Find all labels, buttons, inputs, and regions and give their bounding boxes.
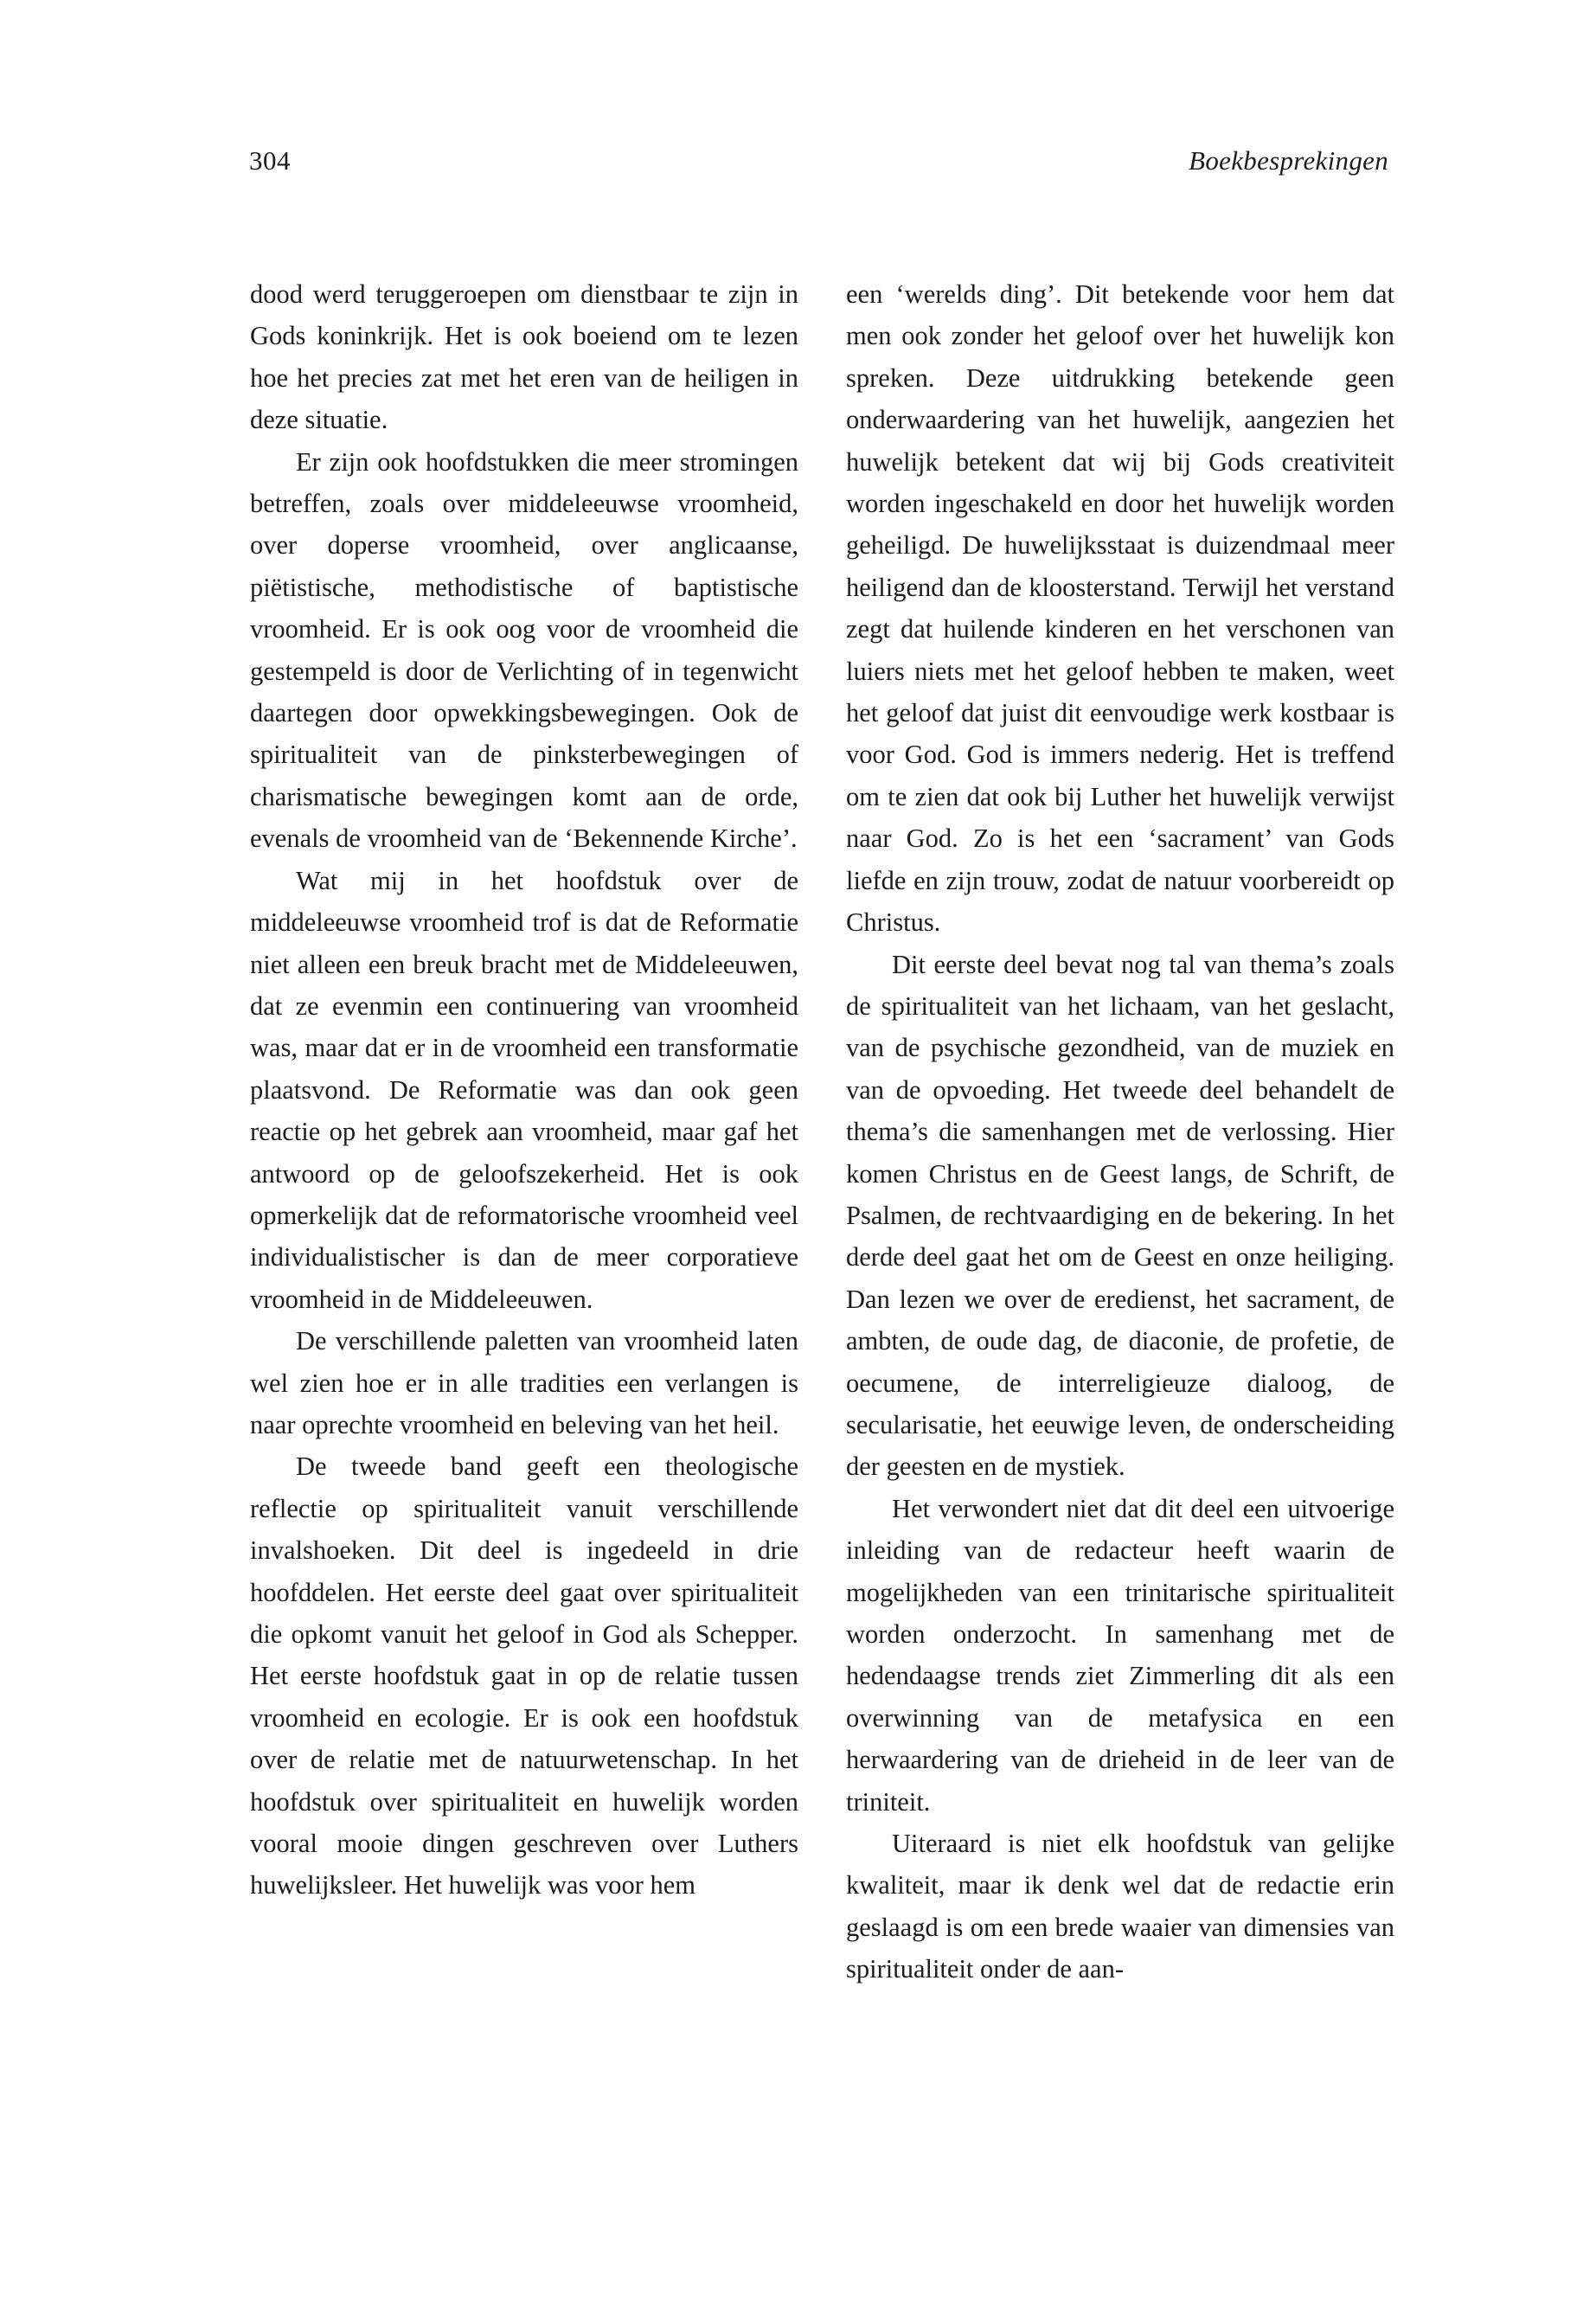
paragraph: Het verwondert niet dat dit deel een uitvoerige inleiding van de redacteur heeft waarin de mogelijkheden van een trinitarische spiritualiteit worden onderzocht. In samenhang met de hedendaagse trends ziet Zimmerling dit als een overwinning van de metafysica en een herwaardering van de drieheid in de leer van de triniteit. <box>846 1493 1394 1817</box>
paragraph-continuation: een ‘werelds ding’. Dit betekende voor hem dat men ook zonder het geloof over het huwelijk kon spreken. Deze uitdrukking betekende geen onderwaardering van het huwelijk, aangezien het huwelijk betekent dat wij bij Gods creativiteit worden ingeschakeld en door het huwelijk worden geheiligd. De huwelijksstaat is duizendmaal meer heiligend dan de kloosterstand. Terwijl het verstand zegt dat huilende kinderen en het verschonen van luiers niets met het geloof hebben te maken, weet het geloof dat juist dit eenvoudige werk kostbaar is voor God. God is immers nederig. Het is treffend om te zien dat ook bij Luther het huwelijk verwijst naar God. Zo is het een ‘sacrament’ van Gods liefde en zijn trouw, zodat de natuur voorbereidt op Christus. <box>846 279 1394 938</box>
paragraph: Uiteraard is niet elk hoofdstuk van gelijke kwaliteit, maar ik denk wel dat de redactie erin geslaagd is om een brede waaier van dimensies van spiritualiteit onder de aan- <box>846 1829 1394 1984</box>
paragraph: Dit eerste deel bevat nog tal van thema’s zoals de spiritualiteit van het lichaam, van het geslacht, van de psychische gezondheid, van de muziek en van de opvoeding. Het tweede deel behandelt de thema’s die samenhangen met de verlossing. Hier komen Christus en de Geest langs, de Schrift, de Psalmen, de rechtvaardiging en de bekering. In het derde deel gaat het om de Geest en onze heiliging. Dan lezen we over de eredienst, het sacrament, de ambten, de oude dag, de diaconie, de profetie, de oecumene, de interreligieuze dialoog, de secularisatie, het eeuwige leven, de onderscheiding der geesten en de mystiek. <box>846 949 1394 1482</box>
paragraph-continuation: dood werd teruggeroepen om dienstbaar te zijn in Gods koninkrijk. Het is ook boeiend om te lezen hoe het precies zat met het eren van de heiligen in deze situatie. <box>250 279 798 435</box>
paragraph: Wat mij in het hoofdstuk over de middeleeuwse vroomheid trof is dat de Reformatie niet alleen een breuk bracht met de Middeleeuwen, dat ze evenmin een continuering van vroomheid was, maar dat er in de vroomheid een transformatie plaatsvond. De Reformatie was dan ook geen reactie op het gebrek aan vroomheid, maar gaf het antwoord op de geloofszekerheid. Het is ook opmerkelijk dat de reformatorische vroomheid veel individualistischer is dan de meer corporatieve vroomheid in de Middeleeuwen. <box>250 865 798 1314</box>
left-column <box>250 273 798 1907</box>
paragraph: De tweede band geeft een theologische reflectie op spiritualiteit vanuit verschillende invalshoeken. Dit deel is ingedeeld in drie hoofddelen. Het eerste deel gaat over spiritualiteit die opkomt vanuit het geloof in God als Schepper. Het eerste hoofdstuk gaat in op de relatie tussen vroomheid en ecologie. Er is ook een hoofdstuk over de relatie met de natuurwetenschap. In het hoofdstuk over spiritualiteit en huwelijk worden vooral mooie dingen geschreven over Luthers huwelijksleer. Het huwelijk was voor hem <box>250 1452 798 1900</box>
running-head: Boekbesprekingen <box>1189 145 1388 176</box>
page-number: 304 <box>249 145 291 176</box>
paragraph: Er zijn ook hoofdstukken die meer stromingen betreffen, zoals over middeleeuwse vroomheid, over doperse vroomheid, over anglicaanse, piëtistische, methodistische of baptistische vroomheid. Er is ook oog voor de vroomheid die gestempeld is door de Verlichting of in tegenwicht daartegen door opwekkingsbewegingen. Ook de spiritualiteit van de pinksterbewegingen of charismatische bewegingen komt aan de orde, evenals de vroomheid van de ‘Bekennende Kirche’. <box>250 446 798 854</box>
right-column <box>846 273 1394 1990</box>
paragraph: De verschillende paletten van vroomheid laten wel zien hoe er in alle tradities een verlangen is naar oprechte vroomheid en beleving van het heil. <box>250 1326 798 1439</box>
